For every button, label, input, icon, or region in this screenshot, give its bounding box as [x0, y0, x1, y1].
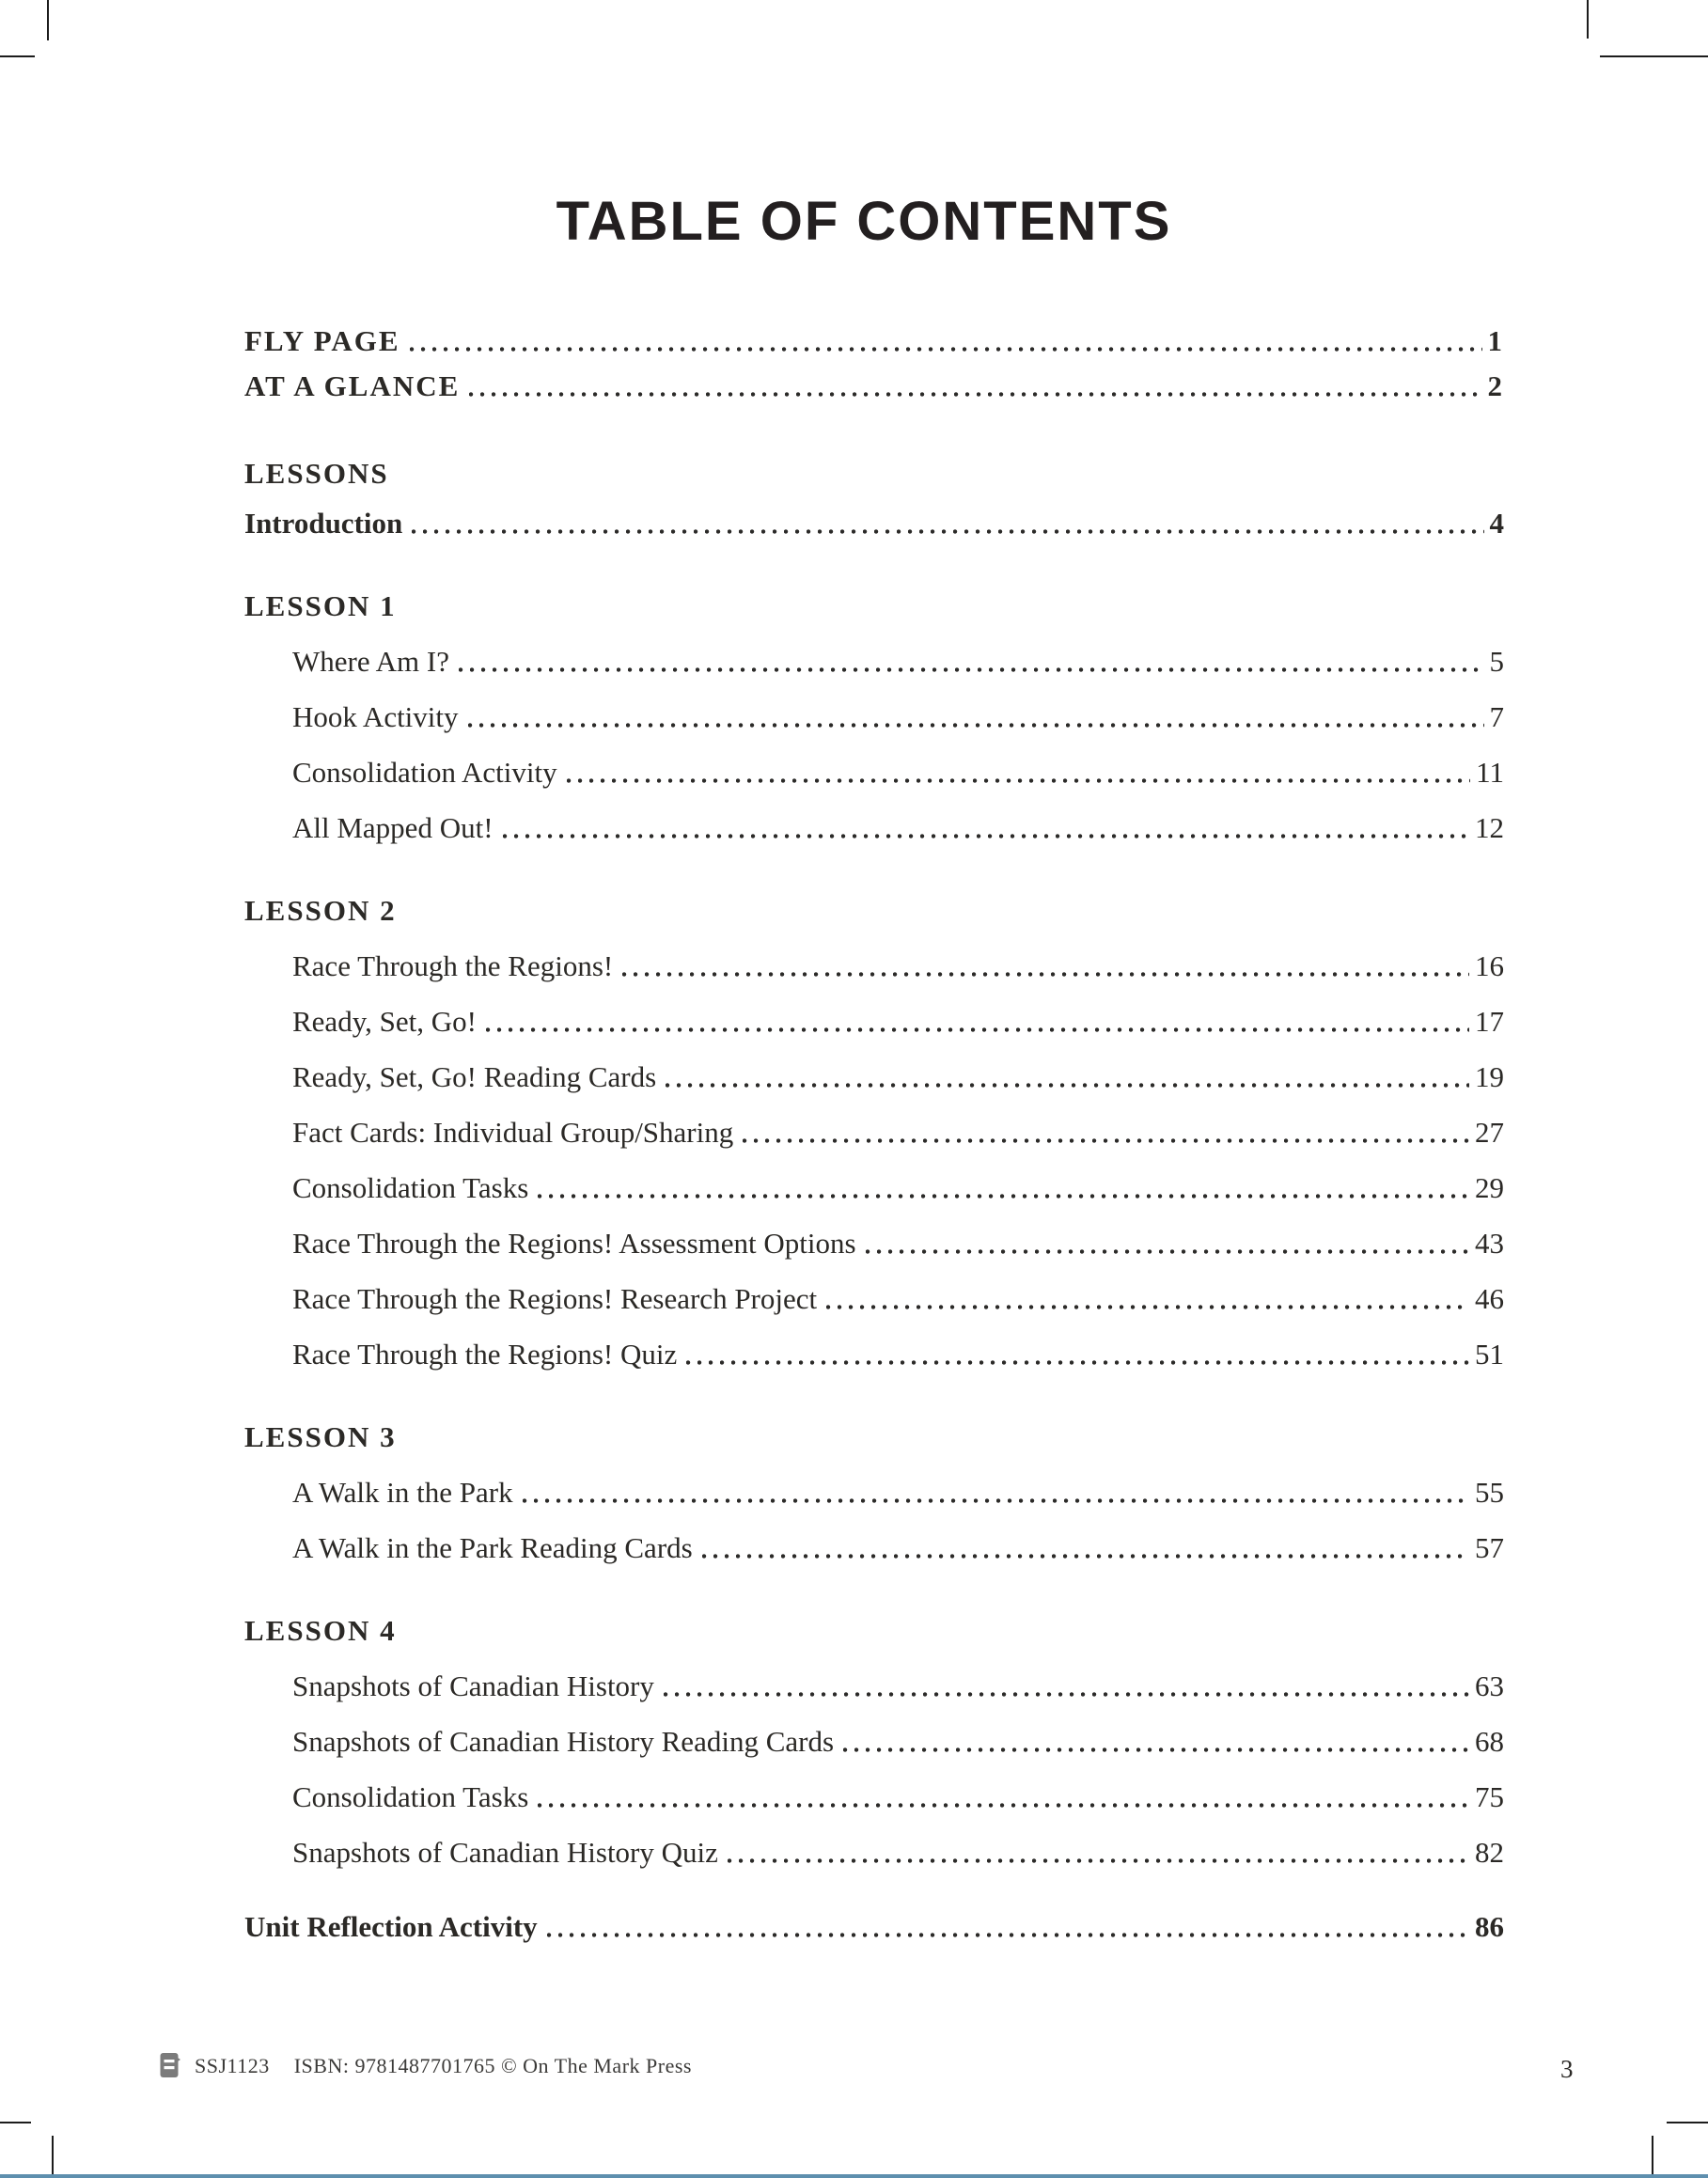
- crop-mark-bottom-right-vertical: [1652, 2136, 1653, 2177]
- dot-leader: [410, 345, 1482, 353]
- toc-entry-label: Fact Cards: Individual Group/Sharing: [292, 1116, 734, 1149]
- dot-leader: [686, 1358, 1469, 1367]
- toc-entry: [244, 506, 1504, 541]
- dot-leader: [866, 1247, 1469, 1256]
- toc-entry-label: Where Am I?: [292, 645, 449, 678]
- dot-leader: [486, 1026, 1469, 1034]
- toc-entry-page-number: 5: [1489, 645, 1504, 678]
- footer: [160, 2052, 692, 2079]
- dot-leader: [666, 1081, 1469, 1089]
- page-title: TABLE OF CONTENTS: [556, 191, 1172, 252]
- product-code: SSJ1123: [195, 2053, 270, 2077]
- toc-entry-page-number: 46: [1475, 1282, 1504, 1315]
- toc-entry-label: Ready, Set, Go!: [292, 1005, 478, 1038]
- toc-entry-label: Race Through the Regions! Quiz: [292, 1338, 678, 1371]
- toc-entry-label: AT A GLANCE: [244, 369, 461, 402]
- toc-entry: [244, 810, 1504, 845]
- footer-text: [195, 2054, 692, 2078]
- toc-entry-label: Race Through the Regions! Research Project: [292, 1282, 818, 1315]
- toc-entry: [244, 1613, 1504, 1648]
- dot-leader: [468, 721, 1484, 729]
- toc-entry: [244, 948, 1504, 983]
- toc-entry-label: LESSONS: [244, 457, 389, 490]
- toc-entry: [244, 1281, 1504, 1316]
- toc-entry: [244, 1115, 1504, 1150]
- dot-leader: [622, 970, 1469, 979]
- toc-entry: [244, 1835, 1504, 1870]
- toc-entry-label: Race Through the Regions!: [292, 949, 614, 982]
- dot-leader: [469, 390, 1481, 399]
- toc-entry-page-number: 63: [1475, 1669, 1504, 1702]
- toc-entry-page-number: 16: [1475, 949, 1504, 982]
- toc-entry: [244, 1475, 1504, 1510]
- crop-mark-bottom-right-horizontal: [1667, 2122, 1708, 2123]
- toc-entry-page-number: 19: [1475, 1060, 1504, 1093]
- toc-entry-label: LESSON 3: [244, 1420, 397, 1453]
- toc-entry-label: A Walk in the Park Reading Cards: [292, 1531, 693, 1564]
- toc-entry-page-number: 11: [1476, 756, 1504, 789]
- table-of-contents: [244, 323, 1504, 1944]
- dot-leader: [743, 1136, 1469, 1145]
- toc-entry: [244, 1909, 1504, 1944]
- toc-entry: [244, 644, 1504, 679]
- toc-entry-label: All Mapped Out!: [292, 811, 494, 844]
- dot-leader: [664, 1690, 1469, 1699]
- toc-entry-page-number: 51: [1475, 1338, 1504, 1371]
- toc-entry-label: Snapshots of Canadian History Reading Cards: [292, 1725, 835, 1758]
- toc-entry: [244, 1226, 1504, 1261]
- dot-leader: [547, 1931, 1469, 1939]
- crop-mark-top-right-horizontal: [1600, 55, 1708, 57]
- dot-leader: [567, 776, 1471, 785]
- dot-leader: [538, 1192, 1469, 1200]
- toc-entry: [244, 368, 1504, 403]
- toc-entry-page-number: 29: [1475, 1171, 1504, 1204]
- crop-mark-top-right-vertical: [1587, 0, 1589, 39]
- toc-entry-page-number: 75: [1475, 1780, 1504, 1813]
- dot-leader: [538, 1801, 1469, 1810]
- crop-mark-top-left-horizontal: [0, 55, 35, 57]
- toc-entry-page-number: 55: [1475, 1476, 1504, 1509]
- toc-entry-label: Introduction: [244, 507, 403, 540]
- toc-entry: [244, 1419, 1504, 1454]
- toc-entry: [244, 1530, 1504, 1565]
- toc-entry: [244, 1779, 1504, 1814]
- toc-entry: [244, 1004, 1504, 1039]
- toc-entry-label: Consolidation Tasks: [292, 1780, 529, 1813]
- dot-leader: [412, 527, 1483, 536]
- toc-entry-page-number: 2: [1487, 369, 1504, 402]
- toc-entry-page-number: 82: [1475, 1836, 1504, 1869]
- toc-entry: [244, 1059, 1504, 1094]
- dot-leader: [702, 1552, 1469, 1560]
- toc-entry-label: Unit Reflection Activity: [244, 1910, 538, 1943]
- crop-mark-bottom-left-vertical: [52, 2136, 54, 2177]
- isbn-copyright: ISBN: 9781487701765 © On The Mark Press: [293, 2053, 692, 2077]
- toc-entry: [244, 1337, 1504, 1371]
- toc-entry-page-number: 86: [1475, 1910, 1504, 1943]
- toc-entry-label: LESSON 1: [244, 589, 397, 622]
- crop-mark-top-left-vertical: [47, 0, 49, 40]
- dot-leader: [843, 1746, 1469, 1754]
- toc-entry: [244, 456, 1504, 491]
- notepad-icon: [160, 2052, 180, 2079]
- bottom-edge-bar: [0, 2174, 1708, 2178]
- toc-entry: [244, 1669, 1504, 1703]
- toc-entry-label: Consolidation Activity: [292, 756, 557, 789]
- page-number: 3: [1560, 2055, 1574, 2083]
- dot-leader: [503, 832, 1469, 840]
- toc-entry: [244, 699, 1504, 734]
- dot-leader: [826, 1303, 1469, 1311]
- toc-entry-page-number: 57: [1475, 1531, 1504, 1564]
- toc-entry: [244, 1724, 1504, 1759]
- dot-leader: [459, 666, 1484, 674]
- toc-entry: [244, 588, 1504, 623]
- toc-entry-page-number: 12: [1475, 811, 1504, 844]
- toc-entry-label: Consolidation Tasks: [292, 1171, 529, 1204]
- toc-entry-label: FLY PAGE: [244, 324, 400, 357]
- toc-entry-label: Hook Activity: [292, 700, 459, 733]
- toc-entry-page-number: 4: [1489, 507, 1504, 540]
- toc-entry-label: Snapshots of Canadian History Quiz: [292, 1836, 718, 1869]
- toc-entry: [244, 893, 1504, 928]
- crop-mark-bottom-left-horizontal: [0, 2122, 31, 2123]
- toc-entry-page-number: 1: [1487, 324, 1504, 357]
- toc-entry-label: Race Through the Regions! Assessment Options: [292, 1227, 856, 1260]
- toc-entry-page-number: 43: [1475, 1227, 1504, 1260]
- toc-entry-label: LESSON 4: [244, 1614, 397, 1647]
- toc-entry-page-number: 7: [1489, 700, 1504, 733]
- toc-entry-label: Snapshots of Canadian History: [292, 1669, 654, 1702]
- toc-entry: [244, 323, 1504, 358]
- toc-entry-page-number: 17: [1475, 1005, 1504, 1038]
- toc-entry: [244, 755, 1504, 790]
- toc-entry: [244, 1170, 1504, 1205]
- toc-entry-label: A Walk in the Park: [292, 1476, 513, 1509]
- toc-entry-page-number: 68: [1475, 1725, 1504, 1758]
- toc-entry-label: Ready, Set, Go! Reading Cards: [292, 1060, 657, 1093]
- dot-leader: [728, 1857, 1469, 1865]
- toc-entry-label: LESSON 2: [244, 894, 397, 927]
- dot-leader: [523, 1496, 1469, 1505]
- toc-entry-page-number: 27: [1475, 1116, 1504, 1149]
